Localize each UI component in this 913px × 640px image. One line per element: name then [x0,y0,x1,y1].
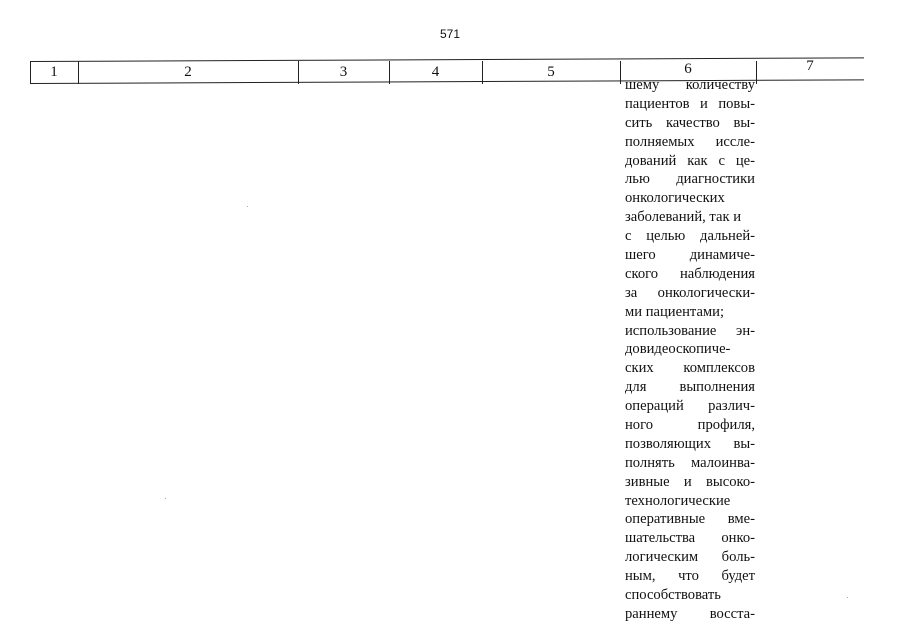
scan-speck [165,498,166,499]
text-line: за онкологически- [625,284,755,301]
column-number-3: 3 [339,64,348,80]
text-line: сить качество вы- [625,114,755,131]
text-line: ского наблюдения [625,265,755,282]
text-line: зивные и высоко- [625,473,755,490]
text-line: полнять малоинва- [625,454,755,471]
column-number-2: 2 [184,64,192,80]
column-number-6: 6 [684,61,692,77]
text-line: для выполнения [625,379,755,396]
column-number-1: 1 [50,64,58,80]
column-number-4: 4 [431,64,440,80]
text-line: способствовать [625,587,721,604]
text-line: с целью дальней- [625,228,755,245]
text-line: ских комплексов [625,360,755,377]
text-line: онкологических [625,190,725,207]
text-line: раннему восста- [625,605,755,622]
column6-cell-text [625,76,755,624]
text-line: лью диагностики [625,171,755,188]
column-number-7: 7 [806,58,814,74]
text-line: довидеоскопиче- [625,341,731,358]
text-line: шательства онко- [625,530,755,547]
text-line: дований как с це- [625,152,755,169]
text-line: операций различ- [625,398,755,415]
text-line: ного профиля, [625,417,755,434]
text-line: позволяющих вы- [625,435,755,452]
text-line: ми пациентами; [625,303,725,320]
text-line: логическим боль- [625,549,755,566]
column-number-5: 5 [547,64,555,80]
text-line: использование эн- [625,322,755,339]
text-line: пациентов и повы- [625,95,755,112]
scan-speck [247,206,248,207]
text-line: заболеваний, так и [625,209,742,226]
text-line: ным, что будет [625,568,755,585]
scan-speck [847,597,848,598]
page-number: 571 [439,27,461,41]
text-line: технологические [625,492,731,509]
text-line: шего динамиче- [625,247,755,264]
text-line: полняемых иссле- [625,133,755,150]
text-line: оперативные вме- [625,511,755,528]
text-line: шему количеству [625,77,755,93]
